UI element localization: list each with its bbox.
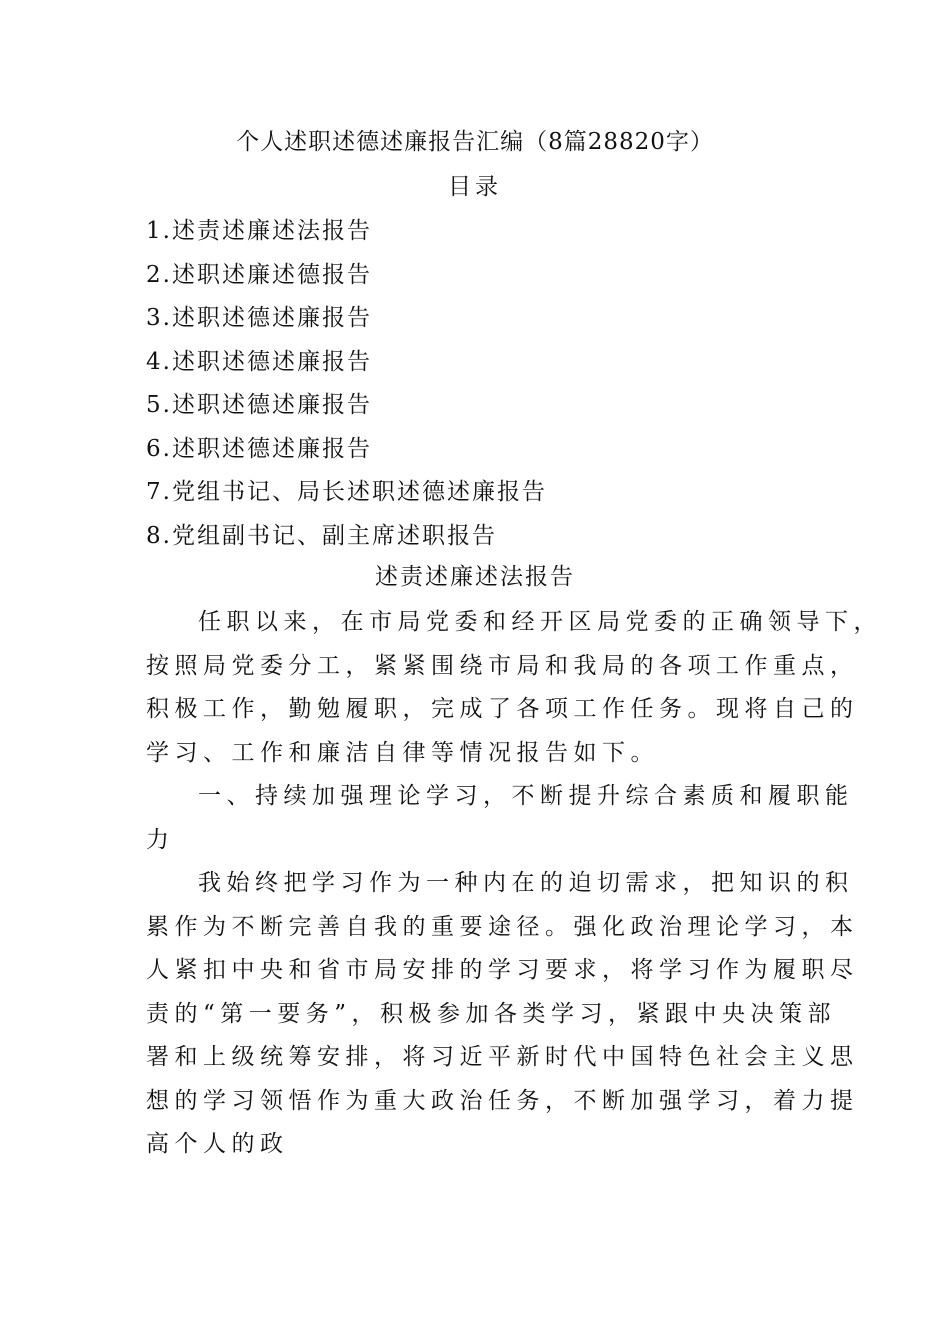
paragraph-line: 我始终把学习作为一种内在的迫切需求，把知识的积 xyxy=(198,870,854,896)
section-title: 述责述廉述法报告 xyxy=(375,564,575,590)
table-of-contents xyxy=(146,210,547,558)
toc-item-6: 6.述职述德述廉报告 xyxy=(146,435,372,462)
toc-item-2: 2.述职述廉述德报告 xyxy=(146,261,372,288)
paragraph-line: 责的“第一要务”，积极参加各类学习，紧跟中央决策部 xyxy=(146,1000,837,1027)
paragraph-heading-one xyxy=(146,775,854,862)
document-title: 个人述职述德述廉报告汇编（8篇28820字） xyxy=(236,129,714,155)
paragraph-line: 累作为不断完善自我的重要途径。强化政治理论学习，本 xyxy=(146,913,859,940)
paragraph-line: 署和上级统筹安排，将习近平新时代中国特色社会主义思 xyxy=(146,1044,859,1070)
toc-item-8: 8.党组副书记、副主席述职报告 xyxy=(146,522,497,549)
paragraph-line: 高个人的政 xyxy=(146,1131,289,1157)
paragraph-line: 人紧扣中央和省市局安排的学习要求，将学习作为履职尽 xyxy=(146,957,859,983)
paragraph-intro xyxy=(146,601,882,775)
paragraph-line: 积极工作，勤勉履职，完成了各项工作任务。现将自己的 xyxy=(146,696,859,722)
paragraph-study xyxy=(146,862,859,1167)
toc-item-4: 4.述职述德述廉报告 xyxy=(146,348,372,375)
paragraph-line: 学习、工作和廉洁自律等情况报告如下。 xyxy=(146,739,659,766)
paragraph-line: 一、持续加强理论学习，不断提升综合素质和履职能 xyxy=(198,783,854,809)
paragraph-line: 力 xyxy=(146,826,175,853)
paragraph-line: 按照局党委分工，紧紧围绕市局和我局的各项工作重点， xyxy=(146,652,859,679)
toc-item-1: 1.述责述廉述法报告 xyxy=(146,218,372,244)
toc-item-7: 7.党组书记、局长述职述德述廉报告 xyxy=(146,479,547,505)
paragraph-line: 任职以来，在市局党委和经开区局党委的正确领导下， xyxy=(198,609,882,635)
toc-item-5: 5.述职述德述廉报告 xyxy=(146,392,372,418)
toc-item-3: 3.述职述德述廉报告 xyxy=(146,305,372,331)
toc-heading: 目录 xyxy=(448,174,502,200)
paragraph-line: 想的学习领悟作为重大政治任务，不断加强学习，着力提 xyxy=(146,1087,859,1114)
